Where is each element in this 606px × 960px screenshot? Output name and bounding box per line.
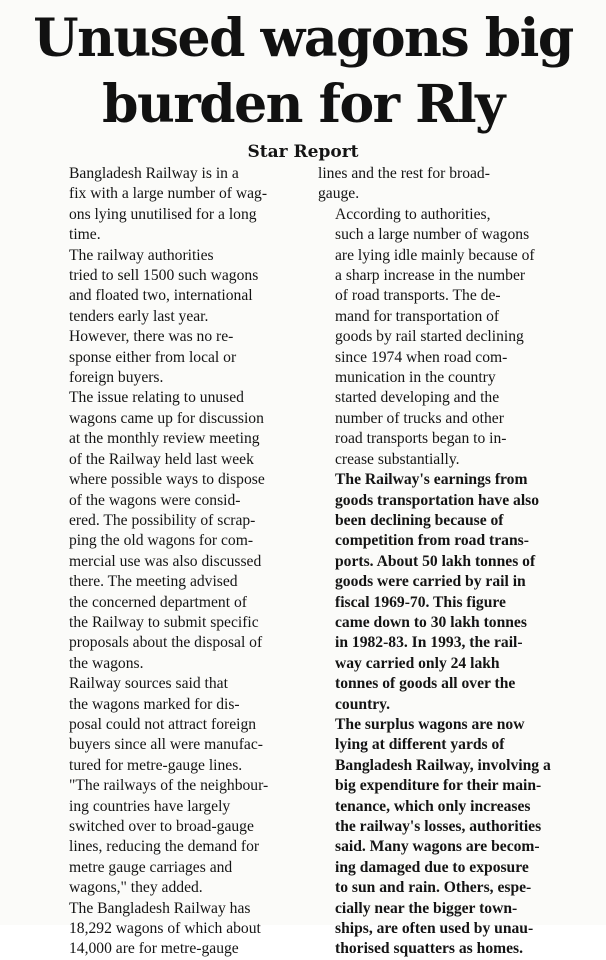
paragraph: [318, 470, 594, 715]
text-line: way carried only 24 lakh: [335, 654, 500, 672]
text-line: number of trucks and other: [335, 409, 504, 427]
text-line: Bangladesh Railway, involving a: [335, 756, 551, 774]
text-line: "The railways of the neighbour-: [69, 777, 269, 795]
text-line: a sharp increase in the number: [335, 267, 526, 285]
text-line: ing countries have largely: [69, 797, 231, 815]
text-line: mand for transportation of: [335, 307, 500, 325]
text-line: been declining because of: [335, 511, 504, 529]
text-line: ing damaged due to exposure: [335, 858, 529, 876]
text-line: competition from road trans-: [335, 532, 529, 550]
text-line: since 1974 when road com-: [335, 348, 508, 366]
text-line: crease substantially.: [335, 450, 460, 468]
text-line: munication in the country: [335, 369, 496, 387]
text-line: According to authorities,: [335, 205, 491, 223]
text-line: the wagons marked for dis-: [69, 695, 240, 713]
text-line: the concerned department of: [69, 593, 247, 611]
text-line: tried to sell 1500 such wagons: [69, 267, 259, 285]
text-line: wagons came up for discussion: [69, 409, 264, 427]
text-line: started developing and the: [335, 389, 500, 407]
text-line: lines and the rest for broad-: [318, 165, 490, 182]
text-line: of road transports. The de-: [335, 287, 501, 305]
text-line: tenance, which only increases: [335, 797, 531, 815]
paragraph: [52, 388, 296, 674]
text-line: wagons," they added.: [69, 879, 203, 897]
text-line: proposals about the disposal of: [69, 634, 263, 652]
left-column: [52, 164, 296, 960]
text-line: where possible ways to dispose: [69, 471, 265, 489]
paragraph: [318, 205, 594, 470]
text-line: lines, reducing the demand for: [69, 838, 260, 856]
text-line: the railway's losses, authorities: [335, 818, 542, 835]
text-line: goods by rail started declining: [335, 328, 524, 346]
text-line: The Bangladesh Railway has: [69, 899, 251, 917]
text-line: metre gauge carriages and: [69, 858, 233, 876]
text-line: lying at different yards of: [335, 736, 505, 754]
text-line: thorised squatters as homes.: [335, 940, 523, 958]
text-line: ping the old wagons for com-: [69, 532, 254, 550]
text-line: cially near the bigger town-: [335, 899, 518, 917]
text-line: However, there was no re-: [69, 328, 234, 346]
text-line: such a large number of wagons: [335, 226, 530, 244]
text-line: Railway sources said that: [69, 675, 228, 693]
text-line: tonnes of goods all over the: [335, 675, 516, 693]
text-line: big expenditure for their main-: [335, 777, 542, 795]
text-line: road transports began to in-: [335, 430, 507, 448]
text-line: fiscal 1969-70. This figure: [335, 593, 506, 611]
text-line: there. The meeting advised: [69, 573, 238, 591]
headline-line-1: Unused wagons big: [33, 8, 573, 69]
text-line: The surplus wagons are now: [335, 715, 525, 733]
text-line: sponse either from local or: [69, 348, 237, 366]
paragraph: [318, 164, 594, 205]
paragraph: [52, 246, 296, 389]
text-line: ons lying unutilised for a long: [69, 205, 257, 223]
text-line: country.: [335, 695, 391, 713]
byline: Star Report: [247, 142, 359, 162]
text-line: 18,292 wagons of which about: [69, 920, 261, 938]
text-line: The Railway's earnings from: [335, 471, 528, 489]
text-line: buyers since all were manufac-: [69, 736, 263, 754]
text-line: goods transportation have also: [335, 491, 540, 509]
headline-line-2: burden for Rly: [102, 74, 504, 135]
right-column: [318, 164, 594, 960]
text-line: came down to 30 lakh tonnes: [335, 613, 527, 631]
text-line: the wagons.: [69, 654, 144, 672]
text-line: The railway authorities: [69, 246, 214, 264]
text-line: time.: [69, 226, 101, 244]
text-line: The issue relating to unused: [69, 389, 244, 407]
text-line: mercial use was also discussed: [69, 552, 262, 570]
text-line: of the Railway held last week: [69, 450, 254, 468]
text-line: tenders early last year.: [69, 307, 209, 325]
text-line: ered. The possibility of scrap-: [69, 511, 256, 529]
text-line: Bangladesh Railway is in a: [69, 165, 239, 182]
text-line: fix with a large number of wag-: [69, 185, 268, 203]
text-line: 14,000 are for metre-gauge: [69, 940, 239, 958]
text-line: posal could not attract foreign: [69, 715, 257, 733]
headline: [0, 6, 606, 138]
text-line: ports. About 50 lakh tonnes of: [335, 552, 536, 570]
text-line: and floated two, international: [69, 287, 253, 305]
text-line: tured for metre-gauge lines.: [69, 756, 243, 774]
text-line: ships, are often used by unau-: [335, 920, 534, 938]
text-line: gauge.: [318, 185, 360, 203]
text-line: of the wagons were consid-: [69, 491, 241, 509]
text-line: to sun and rain. Others, espe-: [335, 879, 532, 897]
paragraph: [52, 674, 296, 898]
text-line: said. Many wagons are becom-: [335, 838, 540, 856]
text-line: in 1982-83. In 1993, the rail-: [335, 634, 523, 652]
text-line: switched over to broad-gauge: [69, 818, 254, 835]
text-line: are lying idle mainly because of: [335, 246, 535, 264]
text-line: at the monthly review meeting: [69, 430, 260, 448]
paragraph: [52, 899, 296, 960]
paragraph: [318, 715, 594, 960]
text-line: foreign buyers.: [69, 369, 164, 387]
paragraph: [52, 164, 296, 246]
text-line: goods were carried by rail in: [335, 573, 526, 591]
text-line: the Railway to submit specific: [69, 613, 259, 631]
